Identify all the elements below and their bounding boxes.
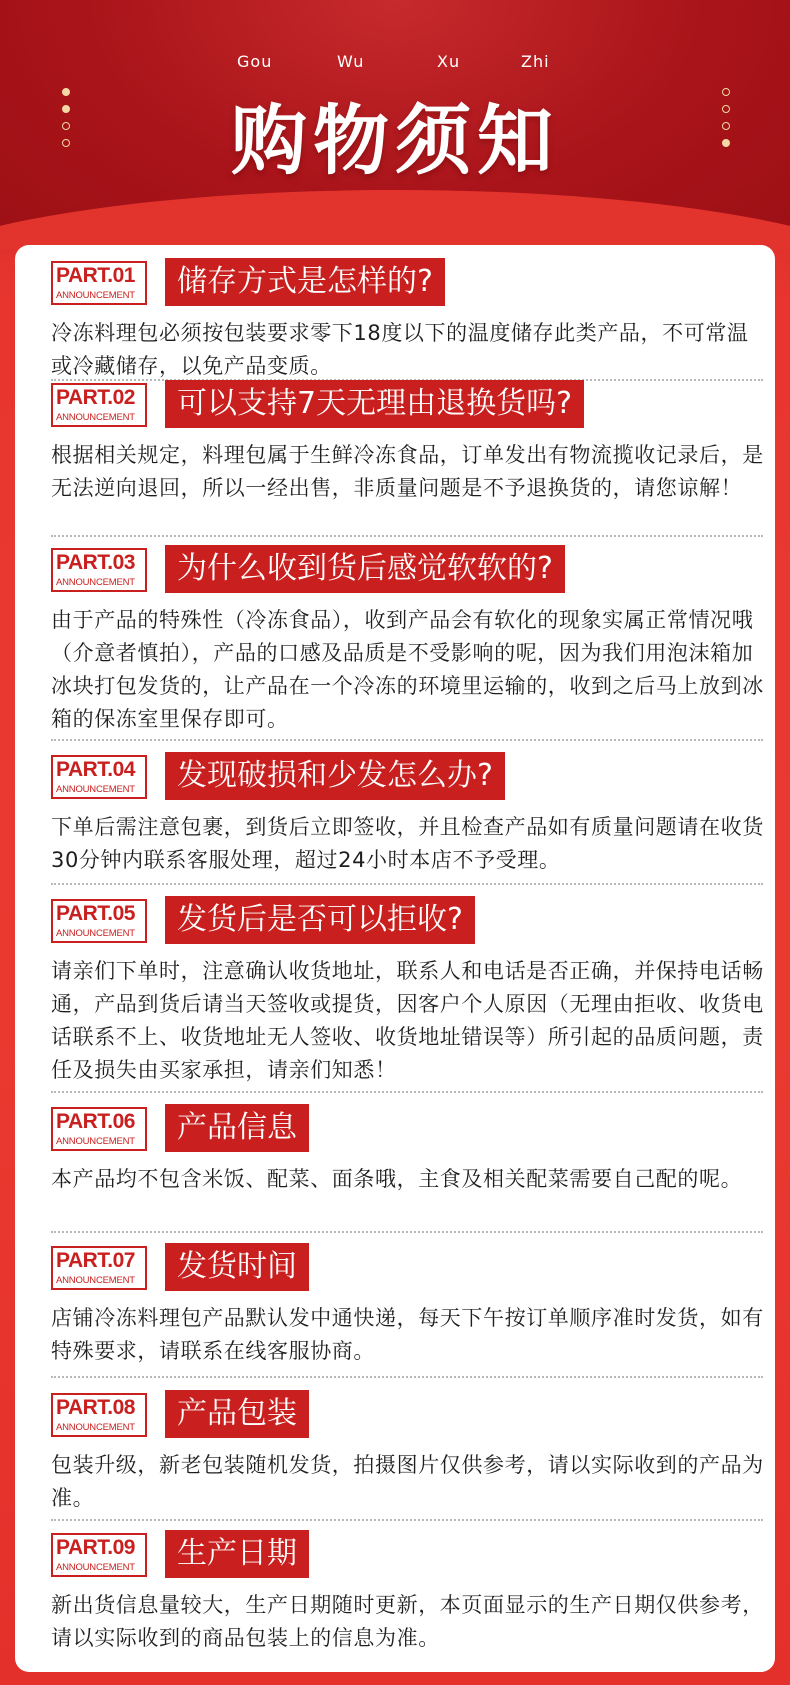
question-heading: 发货后是否可以拒收? xyxy=(165,896,475,944)
section-divider xyxy=(51,883,763,885)
part-number: PART.02 xyxy=(56,386,135,409)
part-badge xyxy=(51,383,147,427)
right-dots-decoration xyxy=(722,88,732,156)
answer-text: 新出货信息量较大，生产日期随时更新，本页面显示的生产日期仅供参考，请以实际收到的商品包装上的信息为准。 xyxy=(51,1593,764,1650)
answer-text: 下单后需注意包裹，到货后立即签收，并且检查产品如有质量问题请在收货30分钟内联系客服处理，超过24小时本店不予受理。 xyxy=(51,815,764,872)
part-number: PART.05 xyxy=(56,902,135,925)
part-subtitle: ANNOUNCEMENT xyxy=(56,1562,135,1573)
section-divider xyxy=(51,739,763,741)
part-badge xyxy=(51,548,147,592)
section-divider xyxy=(51,1519,763,1521)
part-badge xyxy=(51,899,147,943)
header-arc xyxy=(0,190,790,250)
part-number: PART.03 xyxy=(56,551,135,574)
section-divider xyxy=(51,1376,763,1378)
part-subtitle: ANNOUNCEMENT xyxy=(56,1422,135,1433)
pinyin-wu: Wu xyxy=(337,52,365,71)
notice-card xyxy=(15,245,775,1672)
question-heading: 可以支持7天无理由退换货吗? xyxy=(165,380,584,428)
part-badge xyxy=(51,261,147,305)
answer-text: 根据相关规定，料理包属于生鲜冷冻食品，订单发出有物流揽收记录后，是无法逆向退回，所以一经出售，非质量问题是不予退换货的，请您谅解！ xyxy=(51,443,764,500)
part-subtitle: ANNOUNCEMENT xyxy=(56,577,135,588)
answer-text: 店铺冷冻料理包产品默认发中通快递，每天下午按订单顺序准时发货，如有特殊要求，请联系在线客服协商。 xyxy=(51,1306,764,1363)
answer-text: 冷冻料理包必须按包装要求零下18度以下的温度储存此类产品，不可常温或冷藏储存，以免产品变质。 xyxy=(51,321,749,378)
part-number: PART.08 xyxy=(56,1396,135,1419)
question-heading: 产品包装 xyxy=(165,1390,309,1438)
part-subtitle: ANNOUNCEMENT xyxy=(56,928,135,939)
part-subtitle: ANNOUNCEMENT xyxy=(56,1275,135,1286)
part-number: PART.06 xyxy=(56,1110,135,1133)
pinyin-xu: Xu xyxy=(437,52,461,71)
question-heading: 发现破损和少发怎么办? xyxy=(165,752,505,800)
pinyin-gou: Gou xyxy=(237,52,273,71)
part-subtitle: ANNOUNCEMENT xyxy=(56,1136,135,1147)
page-title: 购物须知 xyxy=(231,96,559,185)
left-dots-decoration xyxy=(62,88,72,156)
part-badge xyxy=(51,1393,147,1437)
part-badge xyxy=(51,1246,147,1290)
answer-text: 本产品均不包含米饭、配菜、面条哦，主食及相关配菜需要自己配的呢。 xyxy=(51,1167,743,1191)
answer-text: 请亲们下单时，注意确认收货地址，联系人和电话是否正确，并保持电话畅通，产品到货后请当天签收或提货，因客户个人原因（无理由拒收、收货电话联系不上、收货地址无人签收、收货地址错误等）所引起的品质问题，责任及损失由买家承担，请亲们知悉！ xyxy=(51,959,764,1082)
section-divider xyxy=(51,1091,763,1093)
part-number: PART.09 xyxy=(56,1536,135,1559)
question-heading: 产品信息 xyxy=(165,1104,309,1152)
answer-text: 包装升级，新老包装随机发货，拍摄图片仅供参考，请以实际收到的产品为准。 xyxy=(51,1453,764,1510)
part-badge xyxy=(51,1533,147,1577)
question-heading: 生产日期 xyxy=(165,1530,309,1578)
part-number: PART.01 xyxy=(56,264,135,287)
section-divider xyxy=(51,1231,763,1233)
part-subtitle: ANNOUNCEMENT xyxy=(56,412,135,423)
pinyin-zhi: Zhi xyxy=(521,52,550,71)
part-number: PART.04 xyxy=(56,758,135,781)
part-subtitle: ANNOUNCEMENT xyxy=(56,290,135,301)
question-heading: 发货时间 xyxy=(165,1243,309,1291)
part-badge xyxy=(51,1107,147,1151)
question-heading: 储存方式是怎样的? xyxy=(165,258,445,306)
part-badge xyxy=(51,755,147,799)
question-heading: 为什么收到货后感觉软软的? xyxy=(165,545,565,593)
part-subtitle: ANNOUNCEMENT xyxy=(56,784,135,795)
section-divider xyxy=(51,535,763,537)
header-banner xyxy=(0,0,790,250)
answer-text: 由于产品的特殊性（冷冻食品），收到产品会有软化的现象实属正常情况哦（介意者慎拍），产品的口感及品质是不受影响的呢，因为我们用泡沫箱加冰块打包发货的，让产品在一个冷冻的环境里运输的，收到之后马上放到冰箱的保冻室里保存即可。 xyxy=(51,608,764,731)
part-number: PART.07 xyxy=(56,1249,135,1272)
